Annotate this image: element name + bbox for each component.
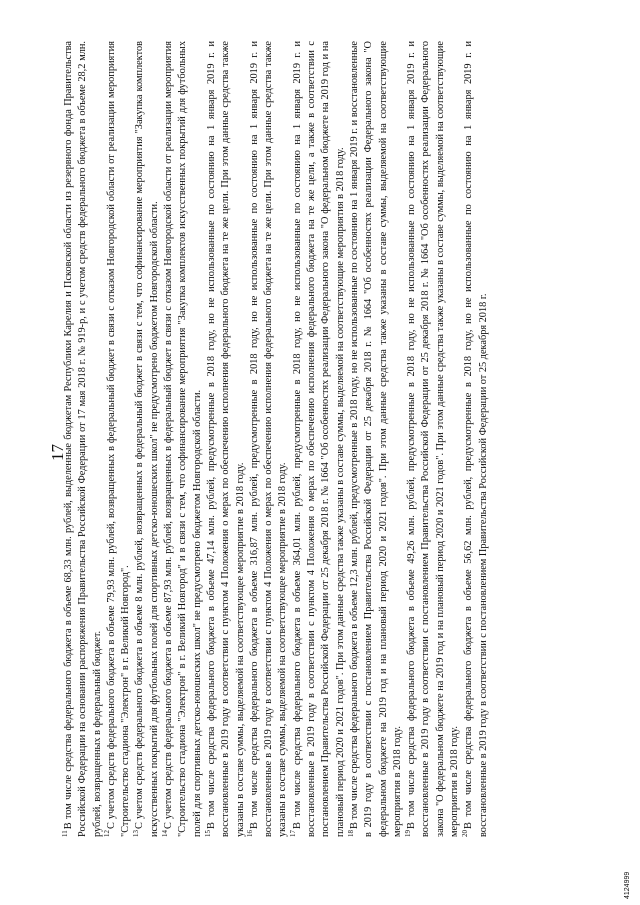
footnote-text: В том числе средства федерального бюджета в объеме 49,26 млн. рублей, предусмотренные в 2018 году, но не использованные по состоянию на 1 января 2019 г. и восстановленные в 2019 году в соответствии с постановлением Правительства Российской Федерации от 25 декабря 2018 г. № 1664 "Об особенностях реализации Федерального закона "О федеральном бюджете на 2019 год и на плановый период 2020 и 2021 годов". При этом данные средства также указаны в составе суммы, выделяемой на соответствующие мероприятия в 2018 году.	[406, 41, 461, 837]
footnote-marker: 20	[460, 830, 469, 837]
footnote-18	[348, 41, 405, 837]
footnote-text: В том числе средства федерального бюджета в объеме 364,01 млн. рублей, предусмотренные в 2018 году, но не использованные по состоянию на 1 января 2019 г. и восстановленные в 2019 году в соответствии с пунктом 4 Положения о мерах по обеспечению исполнения федерального бюджета на те же цели, а также в соответствии с постановлением Правительства Российской Федерации от 25 декабря 2018 г. № 1664 "Об особенностях реализации Федерального закона "О федеральном бюджете на 2019 год и на плановый период 2020 и 2021 годов". При этом данные средства также указаны в составе суммы, выделяемой на соответствующие мероприятия в 2018 году.	[291, 41, 346, 837]
footnote-marker: 18	[346, 830, 355, 837]
footnote-marker: 12	[103, 830, 112, 837]
footnote-text: С учетом средств федерального бюджета в объеме 8 млн. рублей, возвращенных в федеральный бюджет в связи с тем, что софинансирование мероприятия "Закупка комплектов искусственных покрытий для футбольных полей для спортивных детско-юношеских школ" не предусмотрено бюджетом Новгородской области.	[134, 41, 160, 837]
footnote-12	[105, 41, 134, 837]
footnote-text: С учетом средств федерального бюджета в объеме 79,93 млн. рублей, возвращенных в федеральный бюджет в связи с отказом Новгородской области от реализации мероприятия "Строительство стадиона "Электрон" в г. Великий Новгород".	[105, 41, 132, 837]
footnote-marker: 14	[160, 830, 169, 837]
footnote-text: В том числе средства федерального бюджета в объеме 56,62 млн. рублей, предусмотренные в 2018 году, но не использованные по состоянию на 1 января 2019 г. и восстановленные в 2019 году в соответствии с постановлением Правительства Российской Федерации от 25 декабря 2018 г.	[463, 41, 489, 837]
footnote-17	[291, 41, 348, 837]
footnote-marker: 19	[403, 830, 412, 837]
footnote-marker: 15	[203, 830, 212, 837]
footnote-marker: 13	[132, 830, 141, 837]
footnote-16	[248, 41, 291, 837]
footnote-20	[462, 41, 491, 837]
footnote-13	[133, 41, 162, 837]
footnote-text: В том числе средства федерального бюджета в объеме 12,3 млн. рублей, предусмотренные в 2018 году, но не использованные по состоянию на 1 января 2019 г. и восстановленные в 2019 году в соответствии с постановлением Правительства Российской Федерации от 25 декабря 2018 г. № 1664 "Об особенностях реализации Федерального закона "О федеральном бюджете на 2019 год и на плановый период 2020 и 2021 годов". При этом данные средства также указаны в составе суммы, выделяемой на соответствующие мероприятия в 2018 году.	[348, 41, 403, 837]
footnote-text: В том числе средства федерального бюджета в объеме 316,87 млн. рублей, предусмотренные в 2018 году, но не использованные по состоянию на 1 января 2019 г. и восстановленные в 2019 году в соответствии с пунктом 4 Положения о мерах по обеспечению исполнения федерального бюджета на те же цели. При этом данные средства также указаны в составе суммы, выделяемой на соответствующее мероприятие в 2018 году.	[248, 41, 289, 837]
footnote-marker: 16	[246, 830, 255, 837]
footnote-11	[62, 41, 105, 837]
footnote-marker: 11	[60, 830, 69, 837]
footnotes-list	[62, 41, 491, 837]
page-number: 17	[48, 444, 67, 461]
footnote-marker: 17	[289, 830, 298, 837]
footnote-text: В том числе средства федерального бюджета в объеме 47,14 млн. рублей, предусмотренные в 2018 году, но не использованные по состоянию на 1 января 2019 г. и восстановленные в 2019 году в соответствии с пунктом 4 Положения о мерах по обеспечению исполнения федерального бюджета на те же цели. При этом данные средства также указаны в составе суммы, выделяемой на соответствующее мероприятие в 2018 году.	[205, 41, 246, 837]
footnote-19	[405, 41, 462, 837]
footnote-text: В том числе средства федерального бюджета в объеме 68,33 млн. рублей, выделенные бюджетам Республики Карелия и Псковской области из резервного фонда Правительства Российской Федерации на основании распоряжения Правительства Российской Федерации от 17 мая 2018 г. № 919-р, и с учетом средств федерального бюджета в объеме 28,2 млн. рублей, возвращенных в федеральный бюджет.	[63, 41, 103, 837]
footnote-text: С учетом средств федерального бюджета в объеме 87,93 млн. рублей, возвращенных в федеральный бюджет в связи с отказом Новгородской области от реализации мероприятия "Строительство стадиона "Электрон" в г. Великий Новгород" и в связи с тем, что софинансирование мероприятия "Закупка комплектов искусственных покрытий для футбольных полей для спортивных детско-юношеских школ" не предусмотрено бюджетом Новгородской области.	[163, 41, 203, 837]
footnote-15	[205, 41, 248, 837]
footnote-14	[162, 41, 205, 837]
document-id: 4124999	[624, 871, 631, 899]
